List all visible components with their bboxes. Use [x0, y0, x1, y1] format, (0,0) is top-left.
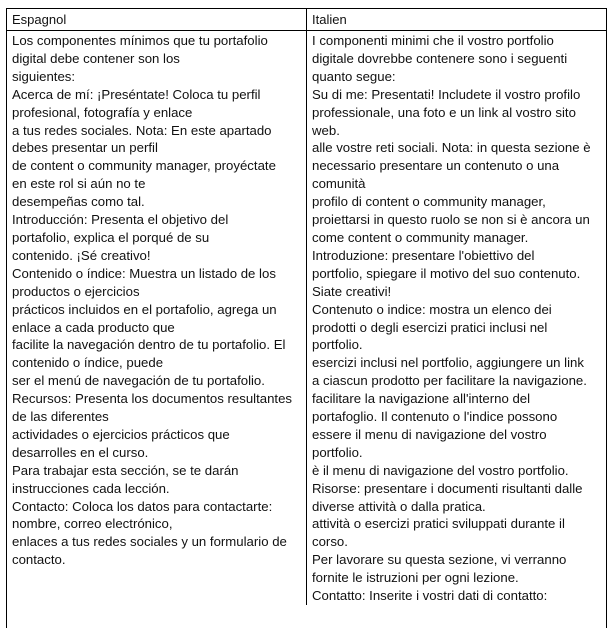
- spanish-text-line: desarrolles en el curso.: [12, 444, 149, 460]
- italian-text-line: Per lavorare su questa sezione, vi verranno: [312, 552, 567, 568]
- spanish-text-line: contenido. ¡Sé creativo!: [12, 247, 151, 263]
- italian-text-line: fornite le istruzioni per ogni lezione.: [312, 570, 519, 586]
- italian-text-line: facilitare la navigazione all'interno del: [312, 391, 531, 407]
- italian-text-line: Contenuto o indice: mostra un elenco dei: [312, 301, 552, 317]
- italian-text-line: proiettarsi in questo ruolo se non si è ancora un: [312, 212, 590, 228]
- italian-text-line: portfolio.: [312, 444, 363, 460]
- spanish-text-line: instrucciones cada lección.: [12, 480, 170, 496]
- italian-text-line: attività o esercizi pratici sviluppati durante il: [312, 516, 565, 532]
- spanish-text-line: actividades o ejercicios prácticos que: [12, 426, 230, 442]
- spanish-text-line: desempeñas como tal.: [12, 194, 145, 210]
- spanish-text-line: digital debe contener son los: [12, 50, 180, 66]
- spanish-text-line: nombre, correo electrónico,: [12, 516, 173, 532]
- spanish-text-line: facilite la navegación dentro de tu portafolio. El: [12, 337, 286, 353]
- italian-text-line: alle vostre reti sociali. Nota: in questa sezione è: [312, 140, 591, 156]
- italian-text-line: Contatto: Inserite i vostri dati di contatto:: [312, 588, 548, 604]
- spanish-text-line: Contacto: Coloca los datos para contactarte:: [12, 498, 273, 514]
- italian-text-cell: [307, 31, 606, 605]
- italian-text-line: necessario presentare un contenuto o una: [312, 158, 560, 174]
- italian-text-line: Introduzione: presentare l'obiettivo del: [312, 247, 535, 263]
- spanish-text-line: profesional, fotografía y enlace: [12, 104, 193, 120]
- italian-text-line: corso.: [312, 534, 348, 550]
- italian-text-line: essere il menu di navigazione del vostro: [312, 426, 547, 442]
- table-header-row: [7, 9, 606, 31]
- spanish-text-line: Los componentes mínimos que tu portafolio: [12, 33, 268, 48]
- spanish-text-line: contenido o índice, puede: [12, 355, 164, 371]
- italian-text-line: esercizi inclusi nel portfolio, aggiungere un link: [312, 355, 584, 371]
- spanish-text-line: ser el menú de navegación de tu portafolio.: [12, 373, 265, 389]
- table-body-row: [7, 31, 606, 605]
- translation-table: [6, 8, 607, 628]
- italian-text-line: prodotti o degli esercizi pratici inclusi nel: [312, 319, 548, 335]
- spanish-text-cell: [7, 31, 307, 605]
- italian-text-line: diverse attività o dalla pratica.: [312, 498, 486, 514]
- italian-text-line: è il menu di navigazione del vostro portfolio.: [312, 462, 569, 478]
- italian-text-line: professionale, una foto e un link al vostro sito: [312, 104, 576, 120]
- spanish-text-line: Para trabajar esta sección, se te darán: [12, 462, 239, 478]
- italian-text-line: profilo di content o community manager,: [312, 194, 546, 210]
- italian-text-line: portfolio, spiegare il motivo del suo contenuto.: [312, 265, 581, 281]
- italian-text-line: Risorse: presentare i documenti risultanti dalle: [312, 480, 583, 496]
- spanish-text-line: enlaces a tus redes sociales y un formulario de: [12, 534, 287, 550]
- italian-text-line: come content o community manager.: [312, 229, 529, 245]
- spanish-text-line: portafolio, explica el porqué de su: [12, 229, 210, 245]
- italian-text-line: digitale dovrebbe contenere sono i seguenti: [312, 50, 568, 66]
- header-italian: Italien: [312, 12, 347, 27]
- italian-text-line: a ciascun prodotto per facilitare la navigazione.: [312, 373, 587, 389]
- spanish-text-line: Acerca de mí: ¡Preséntate! Coloca tu perfil: [12, 86, 261, 102]
- italian-text-line: I componenti minimi che il vostro portfolio: [312, 33, 554, 48]
- italian-text-line: Siate creativi!: [312, 283, 392, 299]
- spanish-text-line: prácticos incluidos en el portafolio, agrega un: [12, 301, 277, 317]
- spanish-text-line: Introducción: Presenta el objetivo del: [12, 212, 229, 228]
- spanish-text-line: contacto.: [12, 552, 66, 568]
- spanish-text-line: enlace a cada producto que: [12, 319, 175, 335]
- italian-text-line: Su di me: Presentati! Includete il vostro profilo: [312, 86, 581, 102]
- italian-text-line: quanto segue:: [312, 68, 396, 84]
- header-spanish: Espagnol: [7, 9, 307, 30]
- spanish-text-line: de content o community manager, proyéctate: [12, 158, 276, 174]
- spanish-text-line: Recursos: Presenta los documentos resultantes: [12, 391, 293, 407]
- spanish-text-line: Contenido o índice: Muestra un listado de los: [12, 265, 276, 281]
- spanish-text-line: debes presentar un perfil: [12, 140, 158, 156]
- italian-text-line: comunità: [312, 176, 366, 192]
- spanish-text-line: en este rol si aún no te: [12, 176, 146, 192]
- spanish-text-line: de las diferentes: [12, 409, 109, 425]
- italian-text-line: portfolio.: [312, 337, 363, 353]
- italian-text-line: portafoglio. Il contenuto o l'indice possono: [312, 409, 558, 425]
- spanish-text-line: productos o ejercicios: [12, 283, 140, 299]
- spanish-text-line: siguientes:: [12, 68, 76, 84]
- spanish-text-line: a tus redes sociales. Nota: En este apartado: [12, 122, 272, 138]
- italian-text-line: web.: [312, 122, 340, 138]
